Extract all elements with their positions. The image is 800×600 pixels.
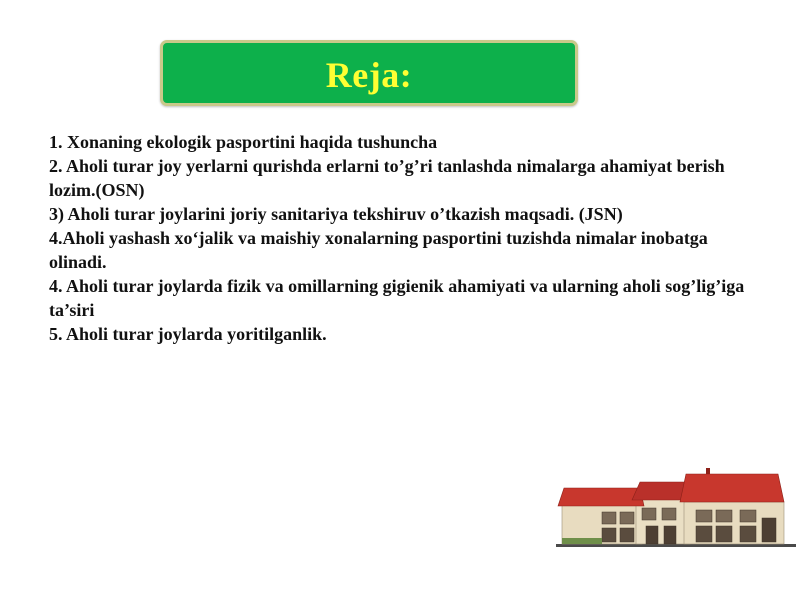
plan-item-6: 5. Aholi turar joylarda yoritilganlik.: [49, 324, 327, 344]
slide-title: Reja:: [325, 55, 413, 95]
house-icon: [556, 462, 796, 552]
plan-item-2: 2. Aholi turar joy yerlarni qurishda erlarni to’g’ri tanlashda nimalarga ahamiyat berish lozim.(OSN): [49, 156, 725, 200]
plan-item-4: 4.Aholi yashash xo‘jalik va maishiy xonalarning pasportini tuzishda nimalar inobatga olinadi.: [49, 228, 708, 272]
title-banner: [160, 40, 578, 106]
plan-item-3: 3) Aholi turar joylarini joriy sanitariya tekshiruv o’tkazish maqsadi. (JSN): [49, 204, 623, 224]
plan-list: [49, 130, 761, 346]
plan-item-1: 1. Xonaning ekologik pasportini haqida tushuncha: [49, 132, 438, 152]
plan-item-5: 4. Aholi turar joylarda fizik va omillarning gigienik ahamiyati va ularning aholi sog’lig’iga ta’siri: [49, 276, 745, 320]
